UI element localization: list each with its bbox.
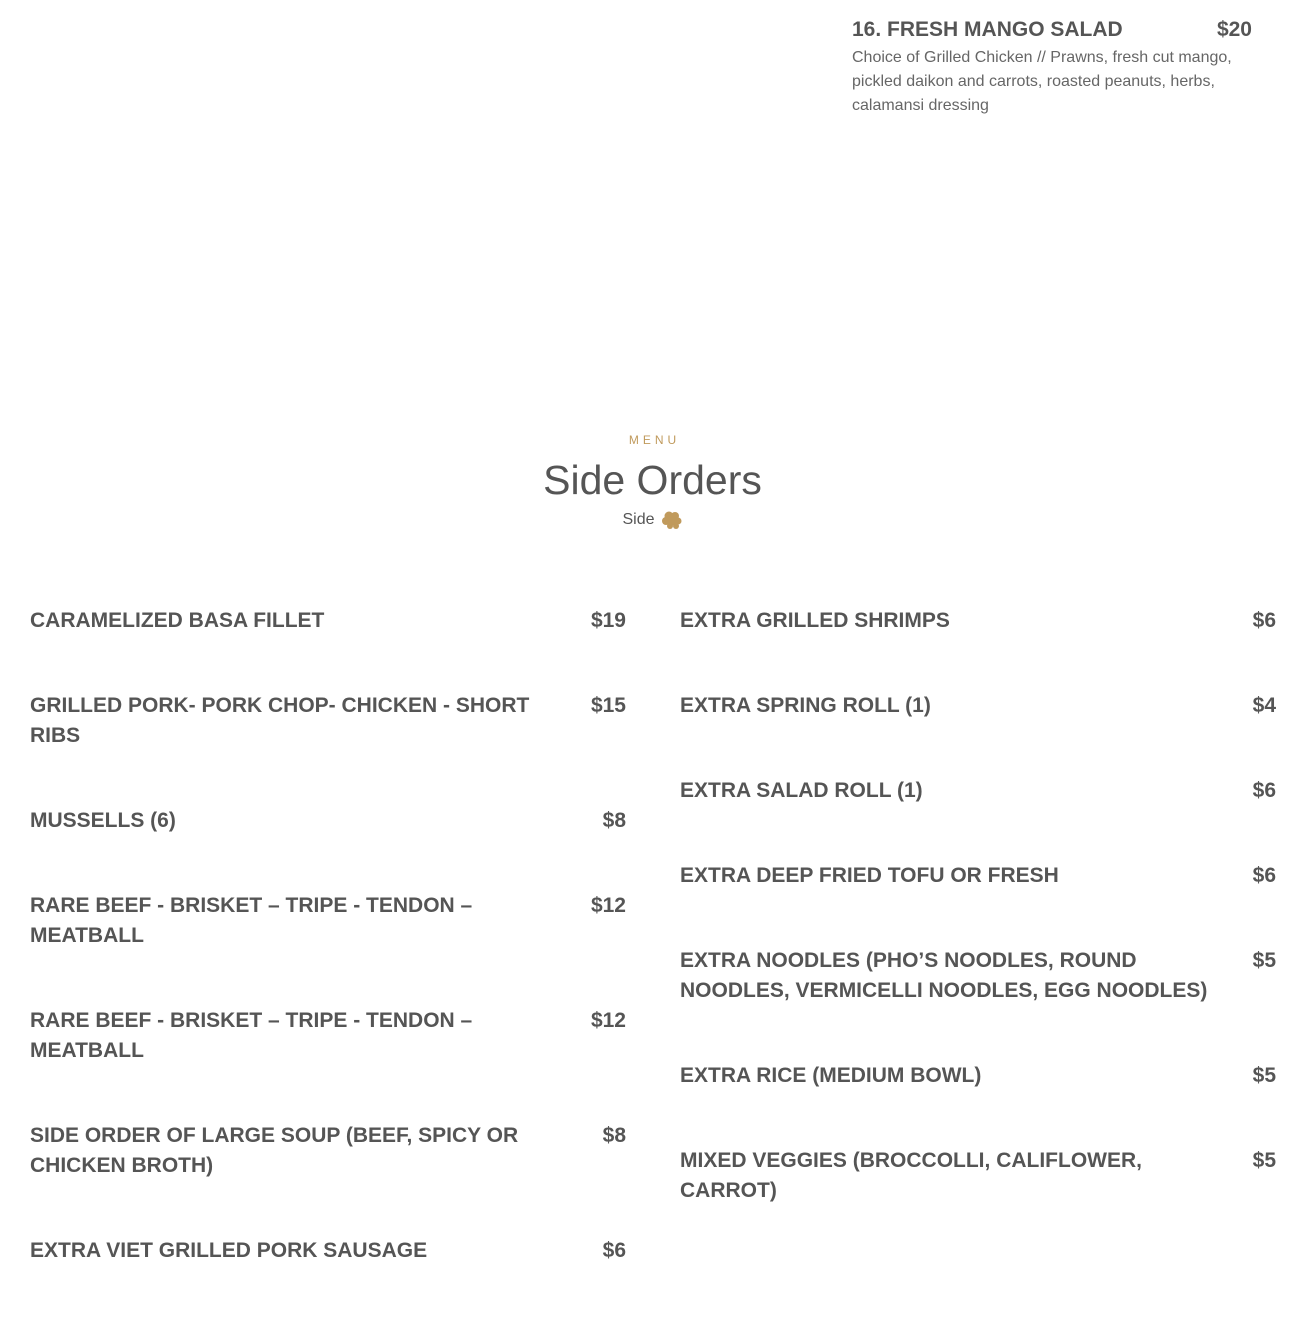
menu-item bbox=[30, 806, 626, 836]
menu-item bbox=[680, 691, 1276, 721]
menu-item-price: $8 bbox=[602, 1124, 626, 1147]
menu-item-name: RARE BEEF - BRISKET – TRIPE - TENDON – MEATBALL bbox=[30, 894, 473, 947]
menu-item-name: MIXED VEGGIES (BROCCOLLI, CALIFLOWER, CARROT) bbox=[680, 1149, 1142, 1202]
menu-item bbox=[30, 891, 626, 951]
menu-item bbox=[30, 1006, 626, 1066]
menu-item-name: SIDE ORDER OF LARGE SOUP (BEEF, SPICY OR CHICKEN BROTH) bbox=[30, 1124, 519, 1177]
menu-item bbox=[30, 1236, 626, 1266]
menu-item-name: CARAMELIZED BASA FILLET bbox=[30, 609, 325, 632]
menu-item-name: EXTRA RICE (MEDIUM BOWL) bbox=[680, 1064, 982, 1087]
menu-item-price: $12 bbox=[590, 894, 626, 917]
menu-item-name: MUSSELLS (6) bbox=[30, 809, 176, 832]
menu-item-description: Choice of Grilled Chicken // Prawns, fresh cut mango, pickled daikon and carrots, roasted peanuts, herbs, calamansi dressing bbox=[852, 49, 1232, 114]
menu-item-fresh-mango-salad bbox=[852, 16, 1252, 118]
menu-column-left bbox=[30, 606, 626, 1321]
menu-item bbox=[30, 1121, 626, 1181]
menu-item bbox=[680, 861, 1276, 891]
section-subtitle bbox=[622, 506, 682, 534]
section-header bbox=[0, 432, 1305, 534]
menu-item bbox=[680, 776, 1276, 806]
menu-item-name: EXTRA DEEP FRIED TOFU OR FRESH bbox=[680, 864, 1059, 887]
menu-item bbox=[30, 606, 626, 636]
menu-item-price: $6 bbox=[1252, 864, 1276, 887]
menu-item-price: $19 bbox=[590, 609, 626, 632]
menu-column-right bbox=[680, 606, 1276, 1261]
menu-item-name: RARE BEEF - BRISKET – TRIPE - TENDON – MEATBALL bbox=[30, 1009, 473, 1062]
menu-item-price: $6 bbox=[1252, 609, 1276, 632]
menu-item bbox=[680, 1061, 1276, 1091]
menu-item-price: $5 bbox=[1252, 949, 1276, 972]
menu-item-name: GRILLED PORK- PORK CHOP- CHICKEN - SHORT RIBS bbox=[30, 694, 530, 747]
menu-item-header bbox=[852, 16, 1252, 44]
menu-item-name: 16. FRESH MANGO SALAD bbox=[852, 18, 1123, 41]
section-title: Side Orders bbox=[543, 457, 762, 503]
menu-item-price: $5 bbox=[1252, 1149, 1276, 1172]
menu-item-price: $6 bbox=[1252, 779, 1276, 802]
menu-item-name: EXTRA NOODLES (PHO’S NOODLES, ROUND NOODLES, VERMICELLI NOODLES, EGG NOODLES) bbox=[680, 949, 1208, 1002]
menu-item-name: EXTRA VIET GRILLED PORK SAUSAGE bbox=[30, 1239, 428, 1262]
menu-item-name: EXTRA SPRING ROLL (1) bbox=[680, 694, 931, 717]
menu-item bbox=[680, 1146, 1276, 1206]
menu-item-name: EXTRA SALAD ROLL (1) bbox=[680, 779, 923, 802]
menu-item-price: $6 bbox=[602, 1239, 626, 1262]
section-subtitle-label: Side bbox=[622, 511, 655, 528]
menu-item-price: $12 bbox=[590, 1009, 626, 1032]
menu-item bbox=[680, 946, 1276, 1006]
menu-item-price: $8 bbox=[602, 809, 626, 832]
side-dish-icon bbox=[661, 510, 683, 530]
menu-item-name: EXTRA GRILLED SHRIMPS bbox=[680, 609, 950, 632]
menu-item bbox=[680, 606, 1276, 636]
menu-item-price: $4 bbox=[1252, 694, 1276, 717]
section-kicker: MENU bbox=[628, 433, 681, 447]
menu-item-price: $15 bbox=[590, 694, 626, 717]
menu-item-price: $20 bbox=[1216, 18, 1252, 41]
menu-item-price: $5 bbox=[1252, 1064, 1276, 1087]
menu-item bbox=[30, 691, 626, 751]
